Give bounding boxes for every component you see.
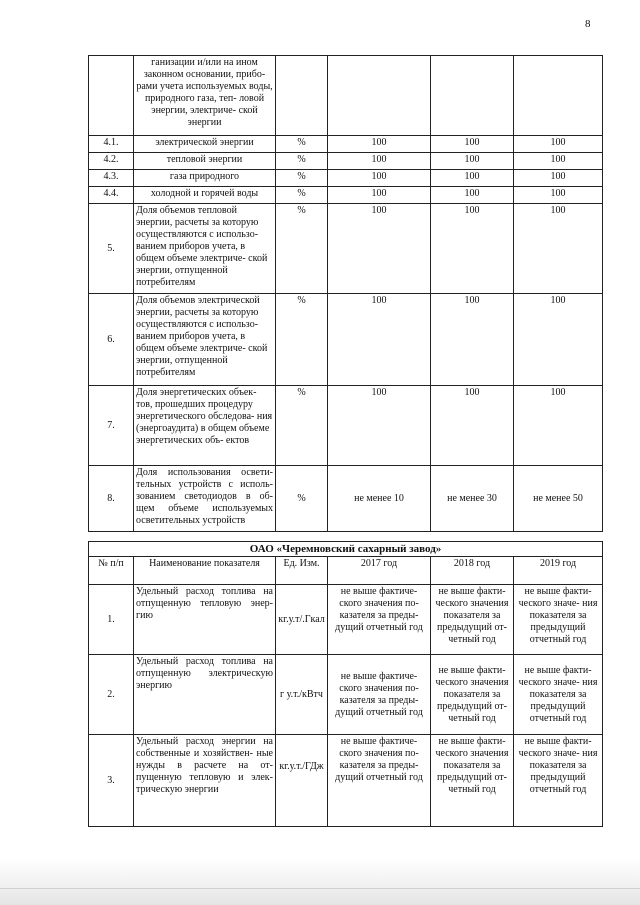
value-2017 (328, 56, 431, 136)
unit: % (276, 294, 328, 386)
page-number: 8 (585, 18, 591, 30)
value-2018: 100 (431, 136, 514, 153)
indicators-table-continued (88, 55, 603, 532)
value-2018: 100 (431, 170, 514, 187)
table-row (89, 585, 603, 655)
unit: кг.у.т/.Гкал (276, 585, 328, 655)
value-2018: не выше факти- ческого значения показателя за предыдущий от- четный год (431, 655, 514, 735)
row-number: 4.3. (89, 170, 134, 187)
value-2018 (431, 56, 514, 136)
row-number: 6. (89, 294, 134, 386)
unit: % (276, 153, 328, 170)
value-2018: 100 (431, 386, 514, 466)
header-num: № п/п (89, 557, 134, 585)
indicator-name: Удельный расход топлива на отпущенную электрическую энергию (134, 655, 276, 735)
value-2018: 100 (431, 204, 514, 294)
value-2019: 100 (514, 386, 603, 466)
value-2019: 100 (514, 294, 603, 386)
unit: г у.т./кВтч (276, 655, 328, 735)
row-number: 1. (89, 585, 134, 655)
value-2017: не выше фактиче- ского значения по- казателя за преды- дущий отчетный год (328, 585, 431, 655)
header-unit: Ед. Изм. (276, 557, 328, 585)
value-2017: 100 (328, 153, 431, 170)
value-2019: 100 (514, 153, 603, 170)
unit: % (276, 386, 328, 466)
table-row (89, 56, 603, 136)
value-2017: 100 (328, 170, 431, 187)
row-number: 8. (89, 466, 134, 532)
table-row (89, 136, 603, 153)
header-2018: 2018 год (431, 557, 514, 585)
company-indicators-table (88, 541, 603, 827)
value-2017: 100 (328, 386, 431, 466)
unit: % (276, 204, 328, 294)
section-title: ОАО «Черемновский сахарный завод» (89, 542, 603, 557)
row-number: 4.4. (89, 187, 134, 204)
indicator-name: холодной и горячей воды (134, 187, 276, 204)
value-2019: не выше факти- ческого значе- ния показателя за предыдущий отчетный год (514, 585, 603, 655)
indicator-name: тепловой энергии (134, 153, 276, 170)
value-2019: не выше факти- ческого значе- ния показателя за предыдущий отчетный год (514, 655, 603, 735)
indicator-name: Доля энергетических объек- тов, прошедших процедуру энергетического обследова- ния (энергоаудита) в общем объеме энергетических объ- ектов (134, 386, 276, 466)
table-row (89, 466, 603, 532)
unit: % (276, 170, 328, 187)
table-header (89, 557, 603, 585)
indicator-name: ганизации и/или на ином законном основании, прибо- рами учета используемых воды, природного газа, теп- ловой энергии, электриче- ской энергии (134, 56, 276, 136)
indicator-name: газа природного (134, 170, 276, 187)
table-row (89, 386, 603, 466)
row-number: 3. (89, 735, 134, 827)
row-number: 4.2. (89, 153, 134, 170)
scan-edge-line (0, 888, 640, 889)
row-number: 4.1. (89, 136, 134, 153)
value-2017: 100 (328, 294, 431, 386)
value-2019: не менее 50 (514, 466, 603, 532)
value-2017: не выше фактиче- ского значения по- казателя за преды- дущий отчетный год (328, 655, 431, 735)
header-2019: 2019 год (514, 557, 603, 585)
table-row (89, 187, 603, 204)
indicator-name: Удельный расход энергии на собственные и хозяйствен- ные нужды в расчете на от- пущенную тепловую и элек- трическую энергии (134, 735, 276, 827)
unit: % (276, 136, 328, 153)
indicator-name: Доля объемов тепловой энергии, расчеты за которую осуществляются с использо- ванием приборов учета, в общем объеме электриче- ской энергии, отпущенной потребителям (134, 204, 276, 294)
indicator-name: Доля использования освети- тельных устройств с исполь- зованием светодиодов в об- щем объеме используемых осветительных устройств (134, 466, 276, 532)
indicator-name: Удельный расход топлива на отпущенную тепловую энер- гию (134, 585, 276, 655)
table-row (89, 170, 603, 187)
value-2018: 100 (431, 153, 514, 170)
value-2017: 100 (328, 136, 431, 153)
table-row (89, 204, 603, 294)
table-row (89, 735, 603, 827)
row-number: 2. (89, 655, 134, 735)
header-name: Наименование показателя (134, 557, 276, 585)
value-2018: не выше факти- ческого значения показателя за предыдущий от- четный год (431, 735, 514, 827)
scan-bottom-shade (0, 858, 640, 905)
indicator-name: Доля объемов электрической энергии, расчеты за которую осуществляются с использо- ванием приборов учета, в общем объеме электриче- ской энергии, отпущенной потребителям (134, 294, 276, 386)
row-number: 7. (89, 386, 134, 466)
value-2019: 100 (514, 187, 603, 204)
value-2017: 100 (328, 204, 431, 294)
value-2019: не выше факти- ческого значе- ния показателя за предыдущий отчетный год (514, 735, 603, 827)
unit: % (276, 466, 328, 532)
value-2018: 100 (431, 294, 514, 386)
table-row (89, 655, 603, 735)
unit: кг.у.т./ГДж (276, 735, 328, 827)
value-2018: 100 (431, 187, 514, 204)
value-2018: не выше факти- ческого значения показателя за предыдущий от- четный год (431, 585, 514, 655)
section-title-row (89, 542, 603, 557)
value-2019 (514, 56, 603, 136)
row-number (89, 56, 134, 136)
value-2017: 100 (328, 187, 431, 204)
value-2018: не менее 30 (431, 466, 514, 532)
indicator-name: электрической энергии (134, 136, 276, 153)
unit (276, 56, 328, 136)
table-row (89, 294, 603, 386)
value-2017: не выше фактиче- ского значения по- казателя за преды- дущий отчетный год (328, 735, 431, 827)
value-2019: 100 (514, 136, 603, 153)
unit: % (276, 187, 328, 204)
table-row (89, 153, 603, 170)
value-2017: не менее 10 (328, 466, 431, 532)
header-2017: 2017 год (328, 557, 431, 585)
value-2019: 100 (514, 204, 603, 294)
value-2019: 100 (514, 170, 603, 187)
row-number: 5. (89, 204, 134, 294)
